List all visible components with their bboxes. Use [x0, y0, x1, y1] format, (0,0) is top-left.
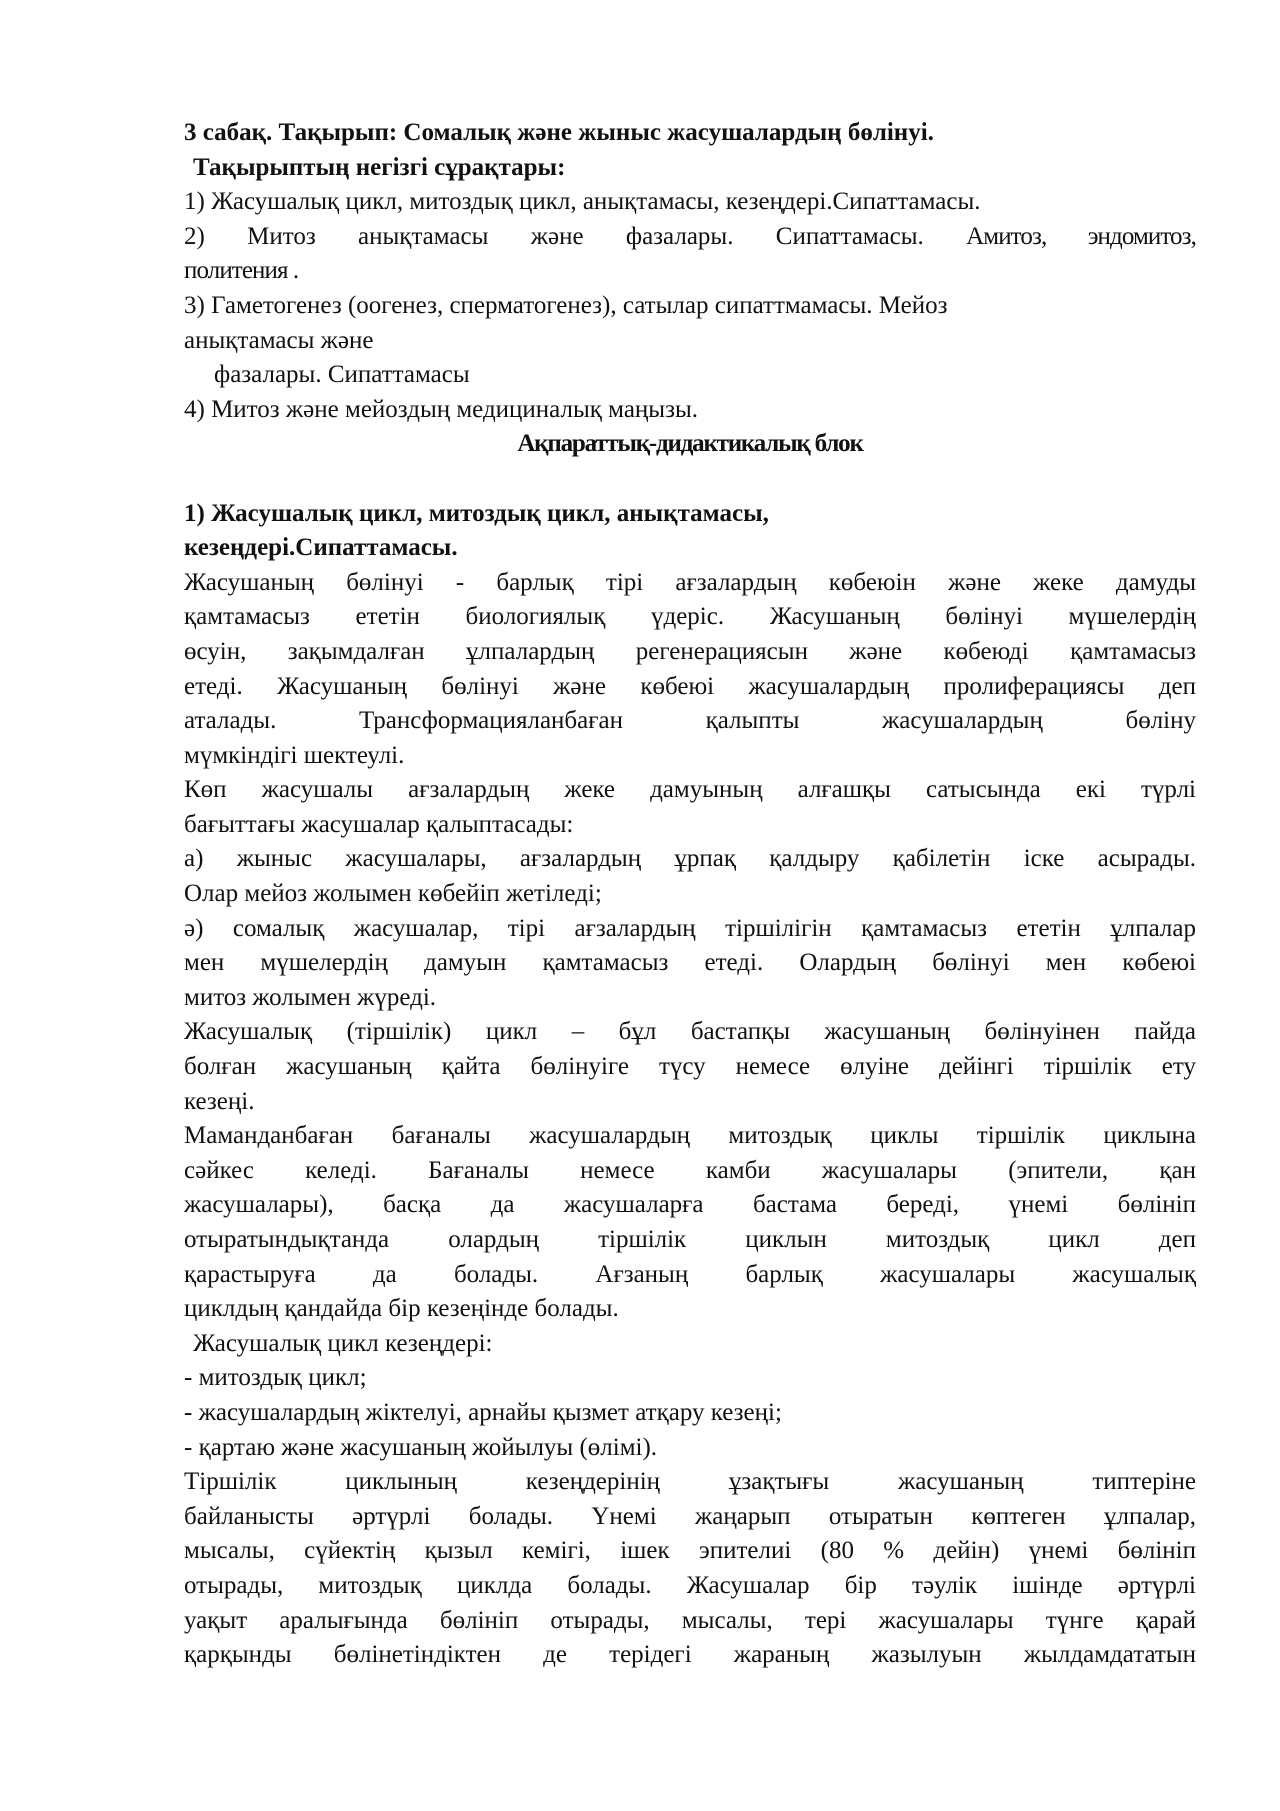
lesson-title: 3 сабақ. Тақырып: Сомалық және жыныс жасушалардың бөлінуі. — [184, 119, 934, 146]
question-2-cont: политения . — [184, 257, 299, 285]
text-line: кезеңі. — [184, 1087, 255, 1115]
text-line: қарқынды бөлінетіндіктен де терідегі жараның жазылуын жылдамдататын — [184, 1641, 1196, 1669]
question-2-text: 2) Митоз анықтамасы және фазалары. Сипаттамасы. — [184, 222, 924, 250]
text-line: қарастыруға да болады. Ағзаның барлық жасушалары жасушалық — [184, 1260, 1196, 1288]
text-line: қамтамасыз ететін биологиялық үдеріс. Жасушаның бөлінуі мүшелердің — [184, 603, 1196, 631]
text-line: бағыттағы жасушалар қалыптасады: — [184, 810, 574, 838]
text-line: мысалы, сүйектің қызыл кемігі, ішек эпителиі (80 % дейін) үнемі бөлініп — [184, 1537, 1196, 1565]
text-line: Маманданбаған бағаналы жасушалардың митоздық циклы тіршілік циклына — [184, 1122, 1196, 1150]
text-line: Жасушаның бөлінуі - барлық тірі ағзалардың көбеюін және жеке дамуды — [184, 568, 1196, 596]
text-line: уақыт аралығында бөлініп отырады, мысалы, тері жасушалары түнге қарай — [184, 1606, 1196, 1634]
text-line: аталады. Трансформацияланбаған қалыпты жасушалардың бөліну — [184, 707, 1196, 735]
question-3-cont: анықтамасы және — [184, 326, 374, 354]
question-2 — [184, 220, 1196, 255]
text-line: отыратындықтанда олардың тіршілік циклын митоздық цикл деп — [184, 1226, 1196, 1253]
questions-heading: Тақырыптың негізгі сұрақтары: — [193, 153, 566, 181]
text-line: жасушалары), басқа да жасушаларға бастама береді, үнемі бөлініп — [184, 1191, 1196, 1219]
section1-heading: 1) Жасушалық цикл, митоздық цикл, анықтамасы, — [184, 499, 769, 527]
text-line: ә) сомалық жасушалар, тірі ағзалардың тіршілігін қамтамасыз ететін ұлпалар — [184, 914, 1196, 942]
question-3-cont2: фазалары. Сипаттамасы — [214, 361, 470, 389]
text-line: Тіршілік циклының кезеңдерінің ұзақтығы жасушаның типтеріне — [184, 1468, 1196, 1496]
question-1: 1) Жасушалық цикл, митоздық цикл, анықтамасы, кезеңдері.Сипаттамасы. — [184, 188, 981, 216]
text-line: Жасушалық цикл кезеңдері: — [193, 1329, 493, 1357]
text-line: болған жасушаның қайта бөлінуіге түсу немесе өлуіне дейінгі тіршілік ету — [184, 1053, 1196, 1081]
text-line: өсуін, зақымдалған ұлпалардың регенерациясын және көбеюді қамтамасыз — [184, 637, 1196, 665]
text-line: Олар мейоз жолымен көбейіп жетіледі; — [184, 880, 602, 908]
text-line: сәйкес келеді. Бағаналы немесе камби жасушалары (эпители, қан — [184, 1156, 1196, 1184]
question-4: 4) Митоз және мейоздың медициналық маңызы. — [184, 395, 699, 423]
text-line: мен мүшелердің дамуын қамтамасыз етеді. Олардың бөлінуі мен көбеюі — [184, 949, 1196, 977]
text-line: Көп жасушалы ағзалардың жеке дамуының алғашқы сатысында екі түрлі — [184, 776, 1196, 804]
list-item: - жасушалардың жіктелуі, арнайы қызмет атқару кезеңі; — [184, 1398, 782, 1426]
document-page — [184, 116, 1196, 1673]
block-title: Ақпараттық-дидактикалық блок — [517, 430, 863, 458]
text-line: митоз жолымен жүреді. — [184, 983, 437, 1011]
list-item: - қартаю және жасушаның жойылуы (өлімі). — [184, 1433, 658, 1461]
text-line: мүмкіндігі шектеулі. — [184, 741, 405, 769]
text-line: етеді. Жасушаның бөлінуі және көбеюі жасушалардың пролиферациясы деп — [184, 672, 1196, 700]
question-3: 3) Гаметогенез (оогенез, сперматогенез), сатылар сипаттмамасы. Мейоз — [184, 291, 948, 319]
text-line: байланысты әртүрлі болады. Үнемі жаңарып отыратын көптеген ұлпалар, — [184, 1502, 1196, 1530]
section1-heading-cont: кезеңдері.Сипаттамасы. — [184, 534, 458, 562]
text-line: отырады, митоздық циклда болады. Жасушалар бір тәулік ішінде әртүрлі — [184, 1571, 1196, 1599]
text-line: циклдың қандайда бір кезеңінде болады. — [184, 1295, 619, 1323]
spacer — [184, 462, 1196, 497]
list-item: - митоздық цикл; — [184, 1364, 367, 1392]
text-line: Жасушалық (тіршілік) цикл – бұл бастапқы жасушаның бөлінуінен пайда — [184, 1018, 1196, 1046]
question-2-terms: Амитоз, эндомитоз, — [966, 222, 1196, 250]
text-line: а) жыныс жасушалары, ағзалардың ұрпақ қалдыру қабілетін іске асырады. — [184, 845, 1196, 873]
